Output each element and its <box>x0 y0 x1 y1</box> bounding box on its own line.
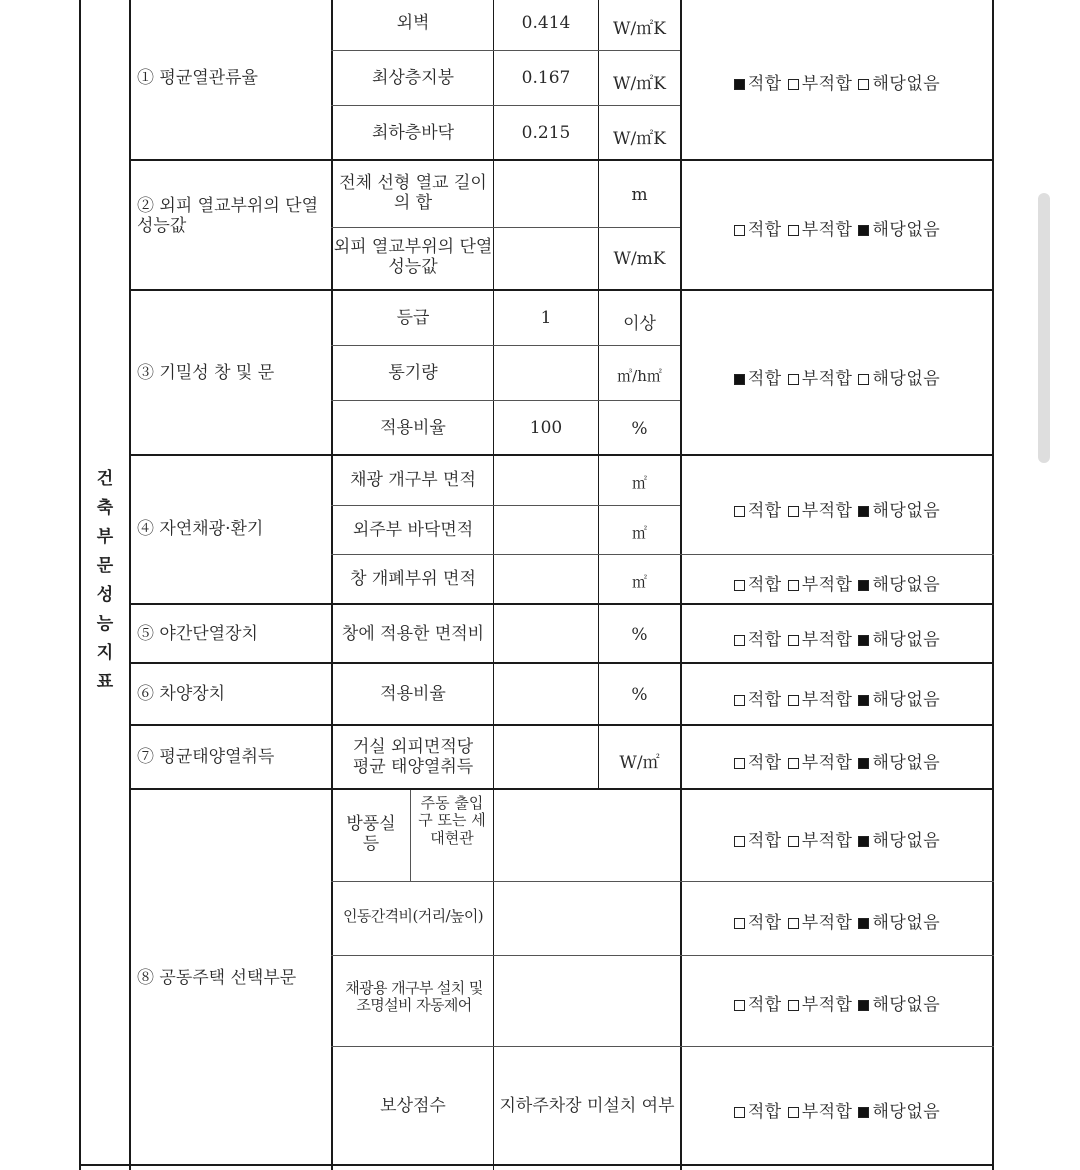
checkbox-option-na[interactable] <box>858 913 940 933</box>
unchecked-box-icon[interactable] <box>788 918 799 929</box>
row-label: ⑦ 평균태양열취득 <box>137 747 275 767</box>
item-name: 전체 선형 열교 길이의 합 <box>339 173 487 213</box>
checkbox-label: 해당없음 <box>872 1102 941 1122</box>
checkbox-label: 적합 <box>747 753 782 773</box>
checkbox-option-fail[interactable] <box>788 501 853 521</box>
checkbox-label: 부적합 <box>801 831 853 851</box>
checkbox-option-fail[interactable] <box>788 74 853 94</box>
checkbox-option-na[interactable] <box>858 501 940 521</box>
checked-box-icon[interactable] <box>734 79 745 90</box>
checkbox-label: 해당없음 <box>872 995 941 1015</box>
unchecked-box-icon[interactable] <box>788 758 799 769</box>
checkbox-label: 부적합 <box>801 501 853 521</box>
row-label: ② 외피 열교부위의 단열 성능값 <box>137 196 319 236</box>
section-title-char: 지 <box>96 643 114 663</box>
checkbox-option-na[interactable] <box>858 1102 940 1122</box>
checkbox-label: 해당없음 <box>872 74 941 94</box>
checkbox-option-na[interactable] <box>858 831 940 851</box>
item-unit: ㎥/h㎡ <box>617 367 662 385</box>
row-divider <box>129 603 994 605</box>
checkbox-option-pass[interactable] <box>734 501 782 521</box>
subrow-divider <box>331 50 680 51</box>
checkbox-label: 부적합 <box>801 753 853 773</box>
item-value: 1 <box>540 308 552 328</box>
section-title-char: 축 <box>96 498 114 518</box>
scrollbar-thumb[interactable] <box>1038 193 1050 463</box>
unchecked-box-icon[interactable] <box>788 79 799 90</box>
unchecked-box-icon[interactable] <box>788 635 799 646</box>
item-name: 채광 개구부 면적 <box>350 470 476 490</box>
row-label: ⑤ 야간단열장치 <box>137 624 258 644</box>
checkbox-label: 적합 <box>747 1102 782 1122</box>
item-name: 외벽 <box>396 13 430 33</box>
checkbox-label: 적합 <box>747 220 782 240</box>
checkbox-label: 해당없음 <box>872 501 941 521</box>
compliance-status[interactable] <box>682 826 992 851</box>
item-name: 방풍실 등 <box>346 814 396 854</box>
checkbox-label: 적합 <box>747 630 782 650</box>
table-divider <box>493 0 494 790</box>
checkbox-option-pass[interactable] <box>734 1102 782 1122</box>
item-name: 채광용 개구부 설치 및 조명설비 자동제어 <box>345 979 483 1015</box>
compliance-status[interactable] <box>682 625 992 650</box>
checkbox-option-na[interactable] <box>858 369 940 389</box>
item-name: 외피 열교부위의 단열 성능값 <box>333 237 493 277</box>
checkbox-option-fail[interactable] <box>788 369 853 389</box>
item-name: 창에 적용한 면적비 <box>341 624 485 644</box>
item-name: 최하층바닥 <box>371 123 455 143</box>
checkbox-label: 적합 <box>747 913 782 933</box>
checked-box-icon[interactable] <box>858 580 869 591</box>
item-unit: % <box>631 685 648 705</box>
item-value: 지하주차장 미설치 여부 <box>499 1096 675 1116</box>
checkbox-label: 부적합 <box>801 995 853 1015</box>
item-unit: 이상 <box>623 314 656 334</box>
unchecked-box-icon[interactable] <box>788 1107 799 1118</box>
item-unit: ㎡ <box>631 524 647 542</box>
unchecked-box-icon[interactable] <box>734 918 745 929</box>
checked-box-icon[interactable] <box>734 374 745 385</box>
checkbox-option-fail[interactable] <box>788 995 853 1015</box>
unchecked-box-icon[interactable] <box>788 374 799 385</box>
row-divider <box>129 662 994 664</box>
subrow-divider <box>331 400 680 401</box>
row-divider <box>79 1164 994 1166</box>
checkbox-option-na[interactable] <box>858 74 940 94</box>
row-label: ① 평균열관류율 <box>137 68 258 88</box>
unchecked-box-icon[interactable] <box>858 374 869 385</box>
checkbox-option-pass[interactable] <box>734 913 782 933</box>
checked-box-icon[interactable] <box>858 506 869 517</box>
checkbox-label: 부적합 <box>801 575 853 595</box>
unchecked-box-icon[interactable] <box>734 506 745 517</box>
checkbox-option-na[interactable] <box>858 753 940 773</box>
checkbox-label: 적합 <box>747 575 782 595</box>
checkbox-option-pass[interactable] <box>734 74 782 94</box>
table-divider <box>129 0 131 1170</box>
checkbox-option-fail[interactable] <box>788 220 853 240</box>
item-subname: 주동 출입구 또는 세대현관 <box>418 794 486 847</box>
section-title-char: 성 <box>96 585 114 605</box>
table-divider <box>598 0 599 790</box>
checkbox-label: 해당없음 <box>872 575 941 595</box>
item-name: 인동간격비(거리/높이) <box>343 907 483 925</box>
checkbox-option-pass[interactable] <box>734 753 782 773</box>
checkbox-option-fail[interactable] <box>788 913 853 933</box>
compliance-status[interactable] <box>682 685 992 710</box>
checked-box-icon[interactable] <box>858 918 869 929</box>
item-name: 외주부 바닥면적 <box>352 520 474 540</box>
checkbox-label: 부적합 <box>801 630 853 650</box>
item-name: 적용비율 <box>380 684 446 704</box>
checked-box-icon[interactable] <box>858 635 869 646</box>
unchecked-box-icon[interactable] <box>734 1000 745 1011</box>
row-label: ④ 자연채광·환기 <box>137 519 264 539</box>
checked-box-icon[interactable] <box>858 1000 869 1011</box>
unchecked-box-icon[interactable] <box>734 695 745 706</box>
checkbox-label: 부적합 <box>801 369 853 389</box>
row-divider <box>129 788 994 790</box>
checkbox-label: 적합 <box>747 690 782 710</box>
checkbox-option-pass[interactable] <box>734 220 782 240</box>
unchecked-box-icon[interactable] <box>734 225 745 236</box>
checkbox-option-na[interactable] <box>858 630 940 650</box>
compliance-status[interactable] <box>682 1097 992 1122</box>
unchecked-box-icon[interactable] <box>788 836 799 847</box>
item-value: 0.167 <box>521 68 571 88</box>
row-label: ⑧ 공동주택 선택부문 <box>137 968 297 988</box>
checkbox-option-na[interactable] <box>858 220 940 240</box>
compliance-status[interactable] <box>682 69 992 94</box>
unchecked-box-icon[interactable] <box>734 580 745 591</box>
checked-box-icon[interactable] <box>858 695 869 706</box>
compliance-status[interactable] <box>682 496 992 521</box>
table-border-left <box>79 0 81 1170</box>
checkbox-option-fail[interactable] <box>788 831 853 851</box>
checked-box-icon[interactable] <box>858 1107 869 1118</box>
checkbox-label: 적합 <box>747 74 782 94</box>
row-divider <box>129 454 994 456</box>
subrow-divider <box>331 554 994 555</box>
item-name: 통기량 <box>388 363 438 383</box>
item-unit: W/㎡K <box>613 74 666 94</box>
compliance-status[interactable] <box>682 215 992 240</box>
unchecked-box-icon[interactable] <box>734 1107 745 1118</box>
unchecked-box-icon[interactable] <box>788 225 799 236</box>
checkbox-label: 적합 <box>747 501 782 521</box>
checked-box-icon[interactable] <box>858 836 869 847</box>
subrow-divider <box>331 1046 994 1047</box>
compliance-status[interactable] <box>682 570 992 595</box>
checkbox-option-pass[interactable] <box>734 995 782 1015</box>
checkbox-option-fail[interactable] <box>788 630 853 650</box>
item-name: 등급 <box>396 308 430 328</box>
item-name: 적용비율 <box>380 418 446 438</box>
item-name: 거실 외피면적당 평균 태양열취득 <box>352 737 474 777</box>
checkbox-option-na[interactable] <box>858 995 940 1015</box>
item-unit: W/㎡ <box>619 753 660 773</box>
checkbox-option-pass[interactable] <box>734 369 782 389</box>
checkbox-option-fail[interactable] <box>788 575 853 595</box>
checkbox-option-fail[interactable] <box>788 753 853 773</box>
item-unit: W/mK <box>613 249 666 269</box>
compliance-status[interactable] <box>682 364 992 389</box>
subrow-divider <box>331 505 680 506</box>
section-title-char: 부 <box>96 527 114 547</box>
item-unit: ㎡ <box>631 474 647 492</box>
item-unit: % <box>631 419 648 439</box>
checked-box-icon[interactable] <box>858 225 869 236</box>
checkbox-option-na[interactable] <box>858 690 940 710</box>
row-divider <box>129 159 994 161</box>
checkbox-option-fail[interactable] <box>788 1102 853 1122</box>
checked-box-icon[interactable] <box>858 758 869 769</box>
checkbox-label: 적합 <box>747 369 782 389</box>
item-unit: m <box>631 185 648 205</box>
unchecked-box-icon[interactable] <box>788 1000 799 1011</box>
section-title-char: 표 <box>96 672 114 692</box>
section-title-char: 건 <box>96 469 114 489</box>
unchecked-box-icon[interactable] <box>734 635 745 646</box>
checkbox-label: 부적합 <box>801 913 853 933</box>
checkbox-label: 해당없음 <box>872 220 941 240</box>
checkbox-label: 해당없음 <box>872 753 941 773</box>
checkbox-label: 부적합 <box>801 220 853 240</box>
checkbox-label: 부적합 <box>801 74 853 94</box>
item-value: 0.215 <box>521 123 571 143</box>
unchecked-box-icon[interactable] <box>734 836 745 847</box>
subrow-divider <box>331 881 994 882</box>
checkbox-label: 해당없음 <box>872 831 941 851</box>
item-value: 100 <box>529 418 563 438</box>
row-divider <box>129 724 994 726</box>
row-label: ③ 기밀성 창 및 문 <box>137 363 275 383</box>
unchecked-box-icon[interactable] <box>788 695 799 706</box>
subrow-divider <box>331 955 994 956</box>
subrow-divider <box>331 345 680 346</box>
checkbox-option-na[interactable] <box>858 575 940 595</box>
compliance-status[interactable] <box>682 990 992 1015</box>
checkbox-label: 해당없음 <box>872 369 941 389</box>
item-unit: W/㎡K <box>613 19 666 39</box>
checkbox-option-pass[interactable] <box>734 831 782 851</box>
compliance-status[interactable] <box>682 748 992 773</box>
subrow-divider <box>331 227 680 228</box>
item-name: 창 개폐부위 면적 <box>350 569 476 589</box>
row-divider <box>129 289 994 291</box>
item-value: 0.414 <box>521 13 571 33</box>
section-title-char: 능 <box>96 614 114 634</box>
unchecked-box-icon[interactable] <box>788 580 799 591</box>
item-unit: W/㎡K <box>613 129 666 149</box>
unchecked-box-icon[interactable] <box>788 506 799 517</box>
checkbox-label: 적합 <box>747 831 782 851</box>
checkbox-label: 적합 <box>747 995 782 1015</box>
checkbox-option-pass[interactable] <box>734 575 782 595</box>
table-border-right <box>992 0 994 1170</box>
row-label: ⑥ 차양장치 <box>137 684 226 704</box>
unchecked-box-icon[interactable] <box>858 79 869 90</box>
section-title-vertical <box>81 465 129 697</box>
subrow-divider <box>331 105 680 106</box>
unchecked-box-icon[interactable] <box>734 758 745 769</box>
checkbox-label: 해당없음 <box>872 630 941 650</box>
checkbox-option-fail[interactable] <box>788 690 853 710</box>
checkbox-label: 부적합 <box>801 1102 853 1122</box>
section-title-char: 문 <box>96 556 114 576</box>
checkbox-label: 부적합 <box>801 690 853 710</box>
item-name: 최상층지붕 <box>371 68 455 88</box>
checkbox-option-pass[interactable] <box>734 690 782 710</box>
item-unit: % <box>631 625 648 645</box>
table-divider <box>410 790 411 881</box>
item-name: 보상점수 <box>380 1096 446 1116</box>
compliance-status[interactable] <box>682 908 992 933</box>
item-unit: ㎡ <box>631 573 647 591</box>
checkbox-option-pass[interactable] <box>734 630 782 650</box>
checkbox-label: 해당없음 <box>872 690 941 710</box>
checkbox-label: 해당없음 <box>872 913 941 933</box>
